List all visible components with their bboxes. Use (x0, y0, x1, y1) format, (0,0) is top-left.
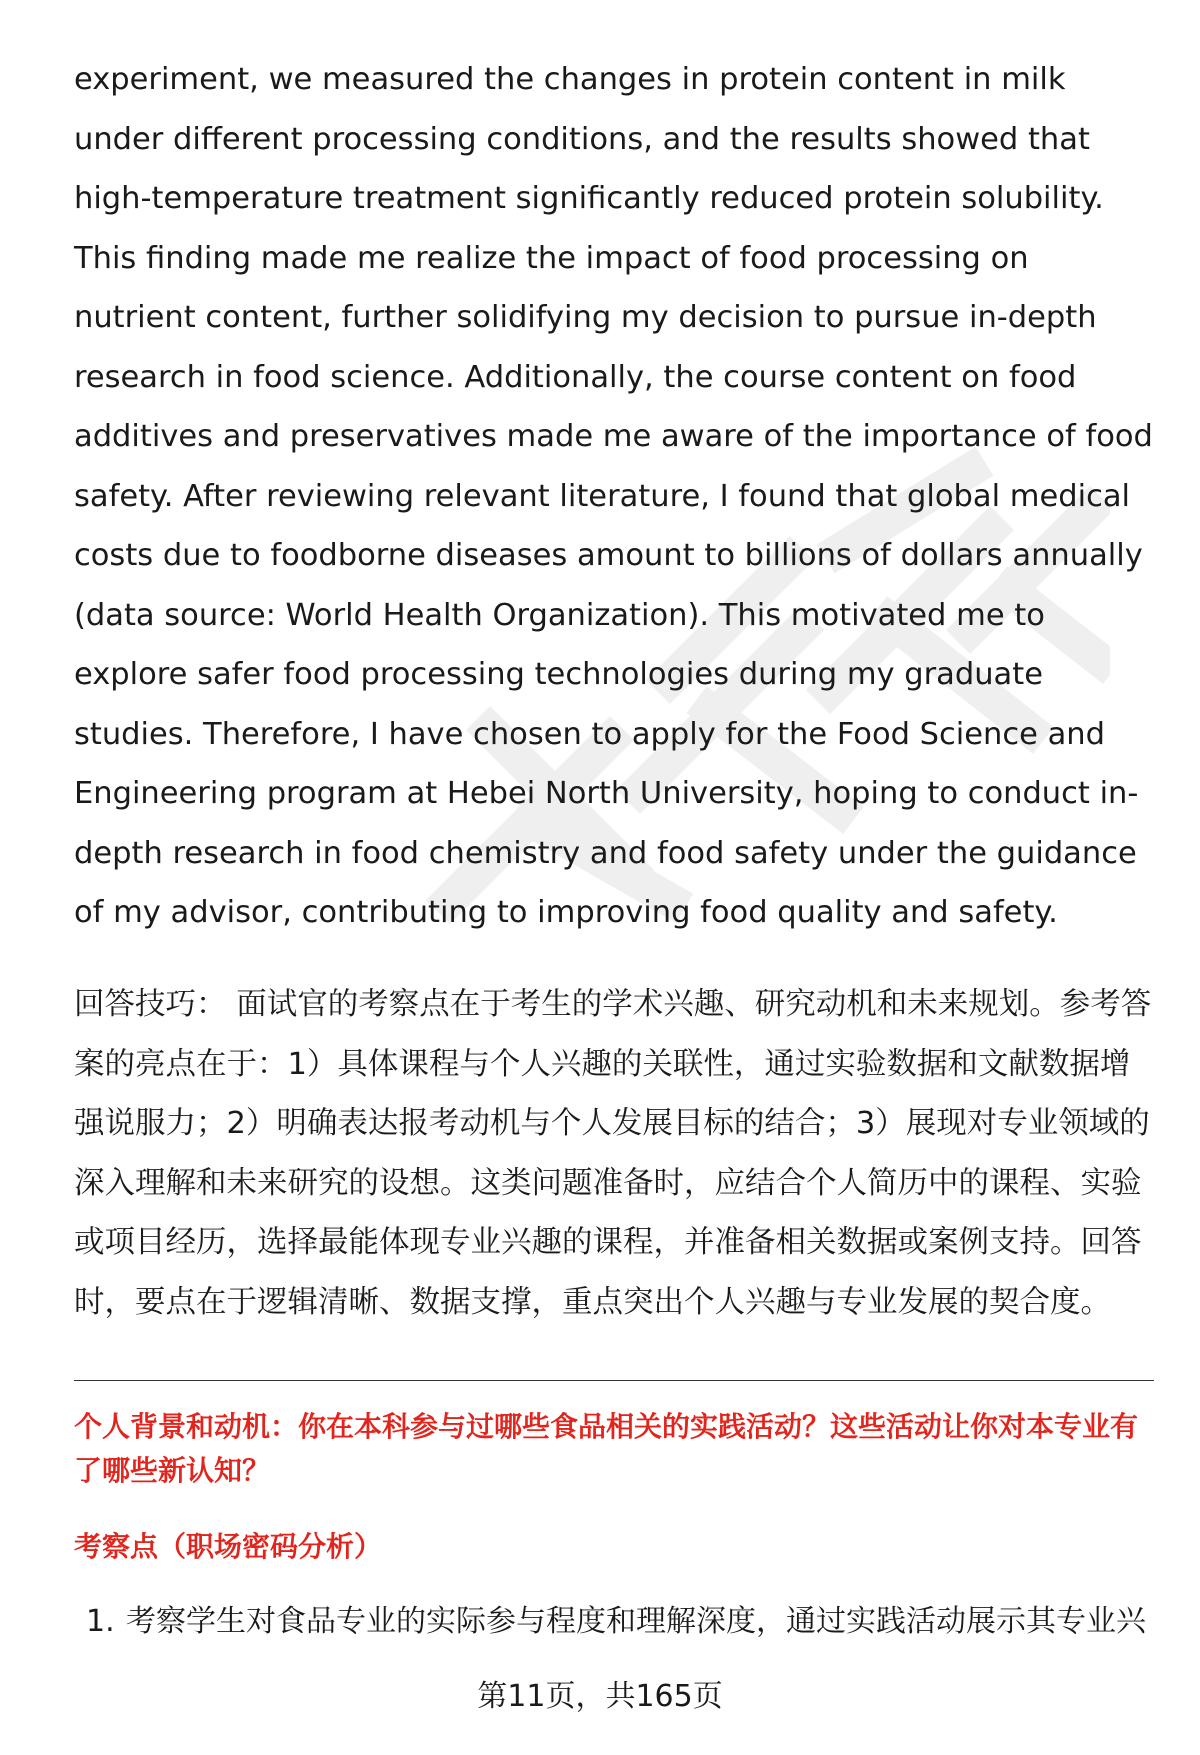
list-item (86, 1600, 1154, 1644)
page-number-footer: 第11页，共165页 (477, 1679, 723, 1714)
section-divider (74, 1380, 1154, 1381)
question-title: 个人背景和动机：你在本科参与过哪些食品相关的实践活动？这些活动让你对本专业有了哪些新认知？ (74, 1410, 1139, 1487)
section-heading: 考察点（职场密码分析） (74, 1530, 383, 1563)
list-item-text: 考察学生对食品专业的实际参与程度和理解深度，通过实践活动展示其专业兴 (126, 1604, 1146, 1639)
list-item-number: 1. (86, 1604, 115, 1639)
tips-label: 回答技巧： (74, 987, 227, 1022)
tips-text: 面试官的考察点在于考生的学术兴趣、研究动机和未来规划。参考答案的亮点在于：1）具体课程与个人兴趣的关联性，通过实验数据和文献数据增强说服力；2）明确表达报考动机与个人发展目标的结合；3）展现对专业领域的深入理解和未来研究的设想。这类问题准备时，应结合个人简历中的课程、实验或项目经历，选择最能体现专业兴趣的课程，并准备相关数据或案例支持。回答时，要点在于逻辑清晰、数据支撑，重点突出个人兴趣与专业发展的契合度。 (74, 987, 1152, 1320)
answer-paragraph: experiment, we measured the changes in protein content in milk under different processing conditions, and the results showed that high-temperature treatment significantly reduced protein solubility. This finding made me realize the impact of food processing on nutrient content, further solidifying my decision to pursue in-depth research in food science. Additionally, the course content on food additives and preservatives made me aware of the importance of food safety. After reviewing relevant literature, I found that global medical costs due to foodborne diseases amount to billions of dollars annually (data source: World Health Organization). This motivated me to explore safer food processing technologies during my graduate studies. Therefore, I have chosen to apply for the Food Science and Engineering program at Hebei North University, hoping to conduct in-depth research in food chemistry and food safety under the guidance of my advisor, contributing to improving food quality and safety. (74, 62, 1153, 930)
answer-tips-paragraph (74, 975, 1154, 1332)
